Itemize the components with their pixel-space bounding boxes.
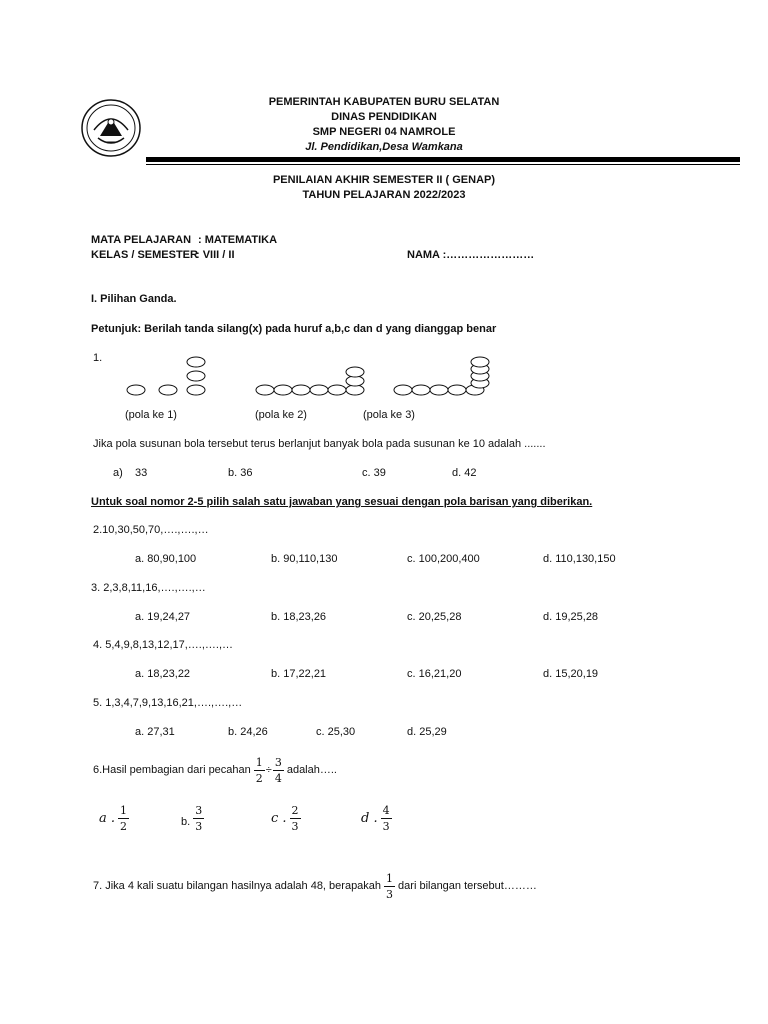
school-logo: [80, 98, 142, 158]
ball: [292, 385, 310, 395]
q1-option-d[interactable]: d. 42: [452, 467, 477, 479]
q7-fraction: $\frac{1}{3}$: [386, 871, 394, 901]
q4-text: 4. 5,4,9,8,13,12,17,….,….,…: [93, 639, 234, 651]
ball: [471, 357, 489, 367]
q3-option-a[interactable]: a. 19,24,27: [135, 611, 191, 623]
q2-option-a[interactable]: a. 80,90,100: [135, 553, 197, 565]
section-title: I. Pilihan Ganda.: [91, 293, 177, 305]
q6-option-a[interactable]: a . $\frac{1}{2}$: [99, 803, 128, 833]
ball: [346, 367, 364, 377]
q4-option-b[interactable]: b. 17,22,21: [271, 668, 327, 680]
q5-option-c[interactable]: c. 25,30: [316, 726, 356, 738]
q4-option-c[interactable]: c. 16,21,20: [407, 668, 462, 680]
ball: [394, 385, 412, 395]
q4-option-d[interactable]: d. 15,20,19: [543, 668, 599, 680]
q2-option-c[interactable]: c. 100,200,400: [407, 553, 480, 565]
q5-option-d[interactable]: d. 25,29: [407, 726, 447, 738]
ball: [187, 357, 205, 367]
q7-suffix: dari bilangan tersebut………: [398, 880, 537, 892]
exam-title: PENILAIAN AKHIR SEMESTER II ( GENAP): [272, 174, 496, 186]
q5-option-b[interactable]: b. 24,26: [228, 726, 268, 738]
group-instruction: Untuk soal nomor 2-5 pilih salah satu jawaban yang sesuai dengan pola barisan yang diberikan.: [91, 496, 593, 508]
q1-text: Jika pola susunan bola tersebut terus berlanjut banyak bola pada susunan ke 10 adalah .......: [93, 438, 546, 450]
q1-option-c[interactable]: c. 39: [362, 467, 386, 479]
ball: [328, 385, 346, 395]
q2-text: 2.10,30,50,70,….,….,…: [93, 524, 209, 536]
ball: [127, 385, 145, 395]
q6-text: [93, 750, 337, 790]
q5-text: 5. 1,3,4,7,9,13,16,21,….,….,…: [93, 697, 243, 709]
class-value: : VIII / II: [196, 249, 235, 261]
class-label: KELAS / SEMESTER: [91, 249, 198, 261]
q7-text: [93, 866, 537, 906]
q6-option-d[interactable]: d . $\frac{4}{3}$: [361, 803, 390, 833]
header-school: SMP NEGERI 04 NAMROLE: [312, 126, 456, 138]
pattern-label-3: (pola ke 3): [363, 409, 415, 421]
subject-label: MATA PELAJARAN: [91, 234, 192, 246]
q6-option-b[interactable]: b. $\frac{3}{3}$: [181, 803, 203, 833]
q3-text: 3. 2,3,8,11,16,….,….,…: [91, 582, 206, 594]
q3-option-d[interactable]: d. 19,25,28: [543, 611, 599, 623]
section-instruction: Petunjuk: Berilah tanda silang(x) pada huruf a,b,c dan d yang dianggap benar: [91, 323, 497, 335]
header-divider-thick: [146, 157, 740, 162]
name-field[interactable]: NAMA :……………………: [407, 249, 535, 261]
ball-pattern-figure: [120, 350, 520, 400]
q2-option-b[interactable]: b. 90,110,130: [271, 553, 338, 565]
q6-fraction-1: $\frac{1}{2}$: [255, 755, 263, 785]
ball: [159, 385, 177, 395]
q1-option-b[interactable]: b. 36: [228, 467, 253, 479]
q3-option-b[interactable]: b. 18,23,26: [271, 611, 327, 623]
ball: [274, 385, 292, 395]
q6-suffix: adalah…..: [286, 764, 337, 776]
ball: [430, 385, 448, 395]
q6-prefix: 6.Hasil pembagian dari pecahan: [93, 764, 251, 776]
ball: [256, 385, 274, 395]
ball: [187, 385, 205, 395]
q6-fraction-2: $\frac{3}{4}$: [274, 755, 282, 785]
q6-divide-sign: ÷: [265, 764, 272, 776]
subject-value: : MATEMATIKA: [198, 234, 278, 246]
ball: [310, 385, 328, 395]
pattern-label-1: (pola ke 1): [125, 409, 177, 421]
q4-option-a[interactable]: a. 18,23,22: [135, 668, 191, 680]
header-address: Jl. Pendidikan,Desa Wamkana: [305, 141, 463, 153]
q1-number: 1.: [93, 352, 103, 364]
q7-prefix: 7. Jika 4 kali suatu bilangan hasilnya adalah 48, berapakah: [93, 880, 382, 892]
q5-option-a[interactable]: a. 27,31: [135, 726, 175, 738]
q6-option-c[interactable]: c . $\frac{2}{3}$: [271, 803, 299, 833]
ball: [412, 385, 430, 395]
ball: [187, 371, 205, 381]
ball: [448, 385, 466, 395]
q3-option-c[interactable]: c. 20,25,28: [407, 611, 462, 623]
header-department: DINAS PENDIDIKAN: [331, 111, 437, 123]
q2-option-d[interactable]: d. 110,130,150: [543, 553, 616, 565]
q1-option-a-letter[interactable]: a): [113, 467, 123, 479]
header-divider-thin: [146, 164, 740, 165]
header-government: PEMERINTAH KABUPATEN BURU SELATAN: [268, 96, 500, 108]
tut-wuri-handayani-emblem-icon: [80, 98, 142, 158]
pattern-label-2: (pola ke 2): [255, 409, 307, 421]
q1-option-a[interactable]: 33: [135, 467, 148, 479]
exam-year: TAHUN PELAJARAN 2022/2023: [302, 189, 466, 201]
